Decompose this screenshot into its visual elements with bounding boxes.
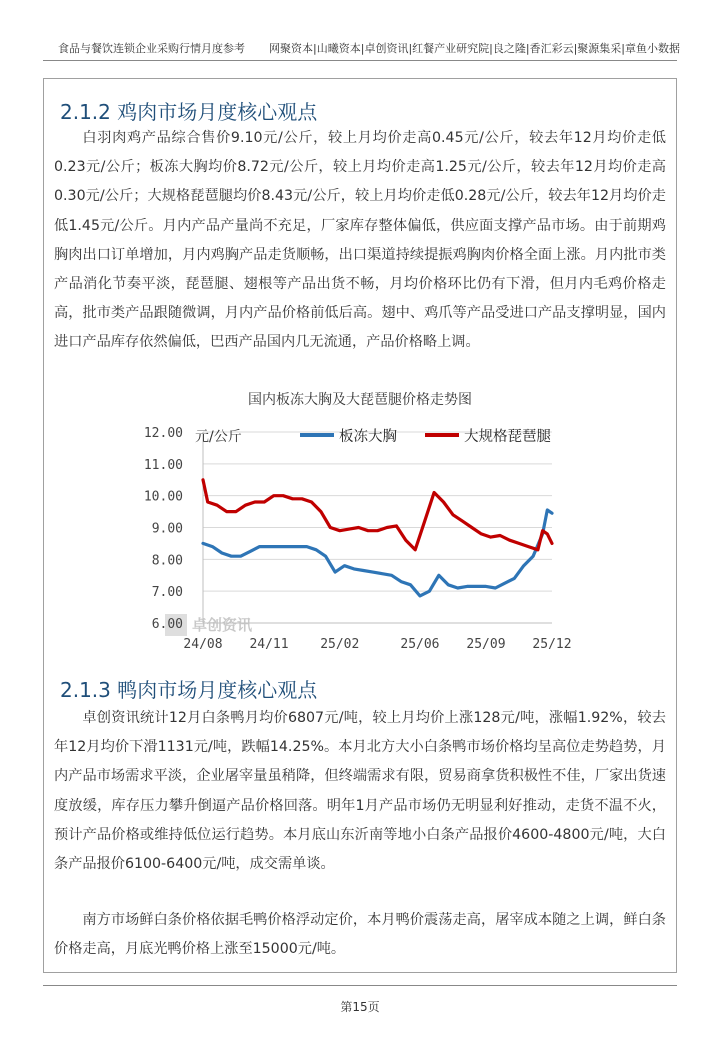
section-title-duck: 2.1.3 鸭肉市场月度核心观点 — [60, 678, 318, 702]
x-tick-label: 24/11 — [249, 637, 289, 652]
footer-divider — [43, 985, 677, 986]
duck-paragraph-1: 卓创资讯统计12月白条鸭月均价6807元/吨，较上月均价上涨128元/吨，涨幅1.92%，较去年12月均价下滑1131元/吨，跌幅14.25%。本月北方大小白条鸭市场价格均呈高位走势趋势，月内产品市场需求平淡，企业屠宰量虽稍降，但终端需求有限，贸易商拿货积极性不佳，厂家出货速度放缓，库存压力攀升倒逼产品价格回落。明年1月产品市场仍无明显利好推动，走货不温不火，预计产品价格或维持低位运行趋势。本月底山东沂南等地小白条产品报价4600-4800元/吨，大白条产品报价6100-6400元/吨，成交需单谈。 — [54, 710, 666, 873]
x-tick-label: 25/09 — [466, 637, 506, 652]
y-axis-unit-label: 元/公斤 — [195, 429, 242, 445]
price-line-chart — [140, 418, 580, 653]
legend-label-2: 大规格琵琶腿 — [464, 429, 551, 445]
y-tick-label: 6.00 — [151, 617, 183, 632]
section-title-chicken: 2.1.2 鸡肉市场月度核心观点 — [60, 100, 318, 124]
y-tick-label: 10.00 — [143, 489, 183, 505]
chart-title: 国内板冻大胸及大琵琶腿价格走势图 — [248, 392, 472, 408]
y-tick-label: 9.00 — [151, 521, 183, 537]
series-line-1 — [203, 510, 552, 596]
header-right-sources: 网聚资本|山曦资本|卓创资讯|红餐产业研究院|良之隆|香汇彩云|聚源集采|章鱼小数据 — [269, 42, 680, 55]
y-tick-label: 12.00 — [143, 426, 183, 441]
x-tick-label: 25/12 — [532, 637, 572, 652]
series-line-2 — [203, 480, 552, 550]
y-tick-label: 7.00 — [151, 585, 183, 601]
x-tick-label: 25/02 — [320, 637, 360, 652]
header-divider — [43, 60, 677, 61]
header-left-title: 食品与餐饮连锁企业采购行情月度参考 — [58, 42, 245, 55]
y-tick-label: 8.00 — [151, 553, 183, 569]
page-number: 第15页 — [340, 1000, 380, 1014]
duck-paragraph-2: 南方市场鲜白条价格依据毛鸭价格浮动定价，本月鸭价震荡走高，屠宰成本随之上调，鲜白条价格走高，月底光鸭价格上涨至15000元/吨。 — [54, 912, 666, 958]
watermark-text: 卓创资讯 — [192, 616, 253, 634]
legend-label-1: 板冻大胸 — [339, 429, 397, 445]
x-tick-label: 25/06 — [400, 637, 440, 652]
chicken-paragraph: 白羽肉鸡产品综合售价9.10元/公斤，较上月均价走高0.45元/公斤，较去年12月均价走低0.23元/公斤；板冻大胸均价8.72元/公斤，较上月均价走高1.25元/公斤，较去年12月均价走高0.30元/公斤；大规格琵琶腿均价8.43元/公斤，较上月均价走低0.28元/公斤，较去年12月均价走低1.45元/公斤。月内产品产量尚不充足，厂家库存整体偏低，供应面支撑产品市场。由于前期鸡胸肉出口订单增加，月内鸡胸产品走货顺畅，出口渠道持续提振鸡胸肉价格全面上涨。月内批市类产品消化节奏平淡，琵琶腿、翅根等产品出货不畅，月均价格环比仍有下滑，但月内毛鸡价格走高，批市类产品跟随微调，月内产品价格前低后高。翅中、鸡爪等产品受进口产品支撑明显，国内进口产品库存依然偏低，巴西产品国内几无流通，产品价格略上调。 — [54, 130, 666, 351]
x-tick-label: 24/08 — [183, 637, 223, 652]
y-tick-label: 11.00 — [143, 457, 183, 473]
